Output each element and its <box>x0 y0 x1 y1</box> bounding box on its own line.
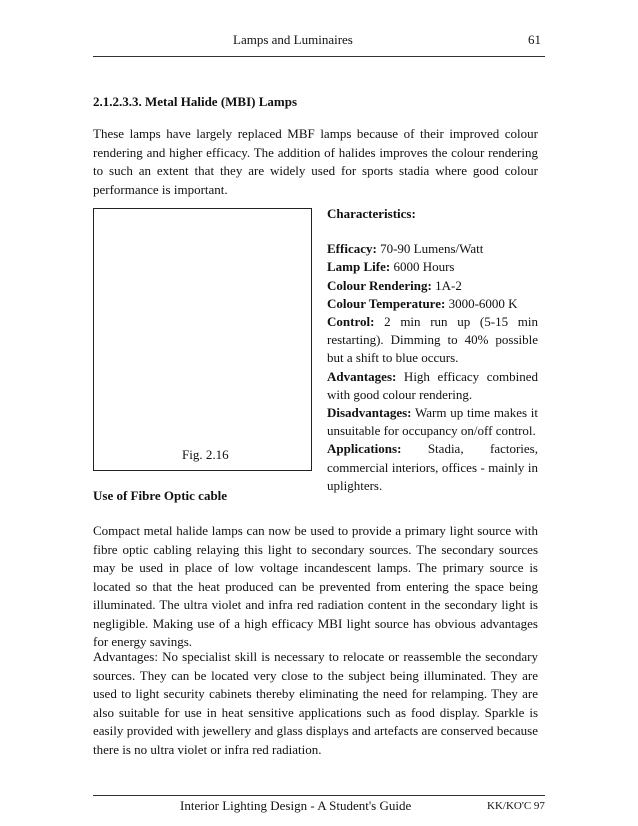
footer-divider <box>93 795 545 796</box>
characteristic-label: Efficacy: <box>327 241 377 257</box>
footer-title: Interior Lighting Design - A Student's Guide <box>180 798 412 813</box>
characteristic-label: Colour Rendering: <box>327 277 432 293</box>
section-title: 2.1.2.3.3. Metal Halide (MBI) Lamps <box>93 94 298 109</box>
characteristic-colour-temperature <box>327 295 538 313</box>
characteristic-label: Applications: <box>327 441 402 457</box>
page-number: 61 <box>528 32 541 47</box>
characteristic-label: Advantages: <box>327 368 397 384</box>
running-header-title: Lamps and Luminaires <box>233 32 353 47</box>
intro-paragraph: These lamps have largely replaced MBF lamps because of their improved colour rendering and higher efficacy. The addition of halides improves the colour rendering to such an extent that they are widely used for sports stadia where good colour performance is important. <box>93 126 538 197</box>
footer-code: KK/KO'C 97 <box>487 800 545 812</box>
characteristics-heading: Characteristics: <box>327 206 416 221</box>
figure-caption: Fig. 2.16 <box>182 447 229 462</box>
characteristic-label: Lamp Life: <box>327 259 391 275</box>
characteristic-label: Disadvantages: <box>327 405 412 421</box>
fibre-optic-advantages-paragraph: Advantages: No specialist skill is necessary to relocate or reassemble the secondary sources. They can be located very close to the subject being illuminated. They are used to light security cabinets thereby eliminating the need for relamping. They are also suitable for use in heat sensitive applications such as food display. Sparkle is easily provided with jewellery and glass displays and artefacts are conserved because there is no ultra violet or infra red radiation. <box>93 649 538 757</box>
characteristics-block <box>327 205 538 495</box>
header-divider <box>93 56 545 57</box>
characteristic-advantages <box>327 368 538 404</box>
characteristic-label: Colour Temperature: <box>327 295 446 311</box>
characteristic-value: 1A-2 <box>431 277 462 293</box>
fibre-optic-heading: Use of Fibre Optic cable <box>93 488 228 503</box>
characteristic-label: Control: <box>327 314 375 330</box>
characteristic-value: 6000 Hours <box>390 259 455 275</box>
characteristic-value: High efficacy combined with good colour rendering. <box>327 368 538 402</box>
characteristic-value: 70-90 Lumens/Watt <box>376 241 484 257</box>
characteristic-control <box>327 313 538 368</box>
characteristic-value: Stadia, factories, commercial interiors, offices - mainly in uplighters. <box>327 441 538 493</box>
characteristic-lamp-life <box>327 258 538 276</box>
characteristic-value: 2 min run up (5-15 min restarting). Dimming to 40% possible but a shift to blue occurs. <box>327 314 538 366</box>
characteristic-colour-rendering <box>327 277 538 295</box>
characteristic-value: 3000-6000 K <box>445 295 518 311</box>
characteristic-applications <box>327 440 538 495</box>
characteristic-disadvantages <box>327 404 538 440</box>
figure-placeholder <box>93 208 312 471</box>
characteristic-value: Warm up time makes it unsuitable for occupancy on/off control. <box>327 405 538 439</box>
characteristic-efficacy <box>327 240 538 258</box>
fibre-optic-paragraph: Compact metal halide lamps can now be used to provide a primary light source with fibre optic cabling relaying this light to secondary sources. The secondary sources may be used in place of low voltage incandescent lamps. The primary source is located so that the heat produced can be prevented from entering the space being illuminated. The ultra violet and infra red radiation content in the secondary light is negligible. Making use of a high efficacy MBI light source has obvious advantages for energy savings. <box>93 523 538 649</box>
